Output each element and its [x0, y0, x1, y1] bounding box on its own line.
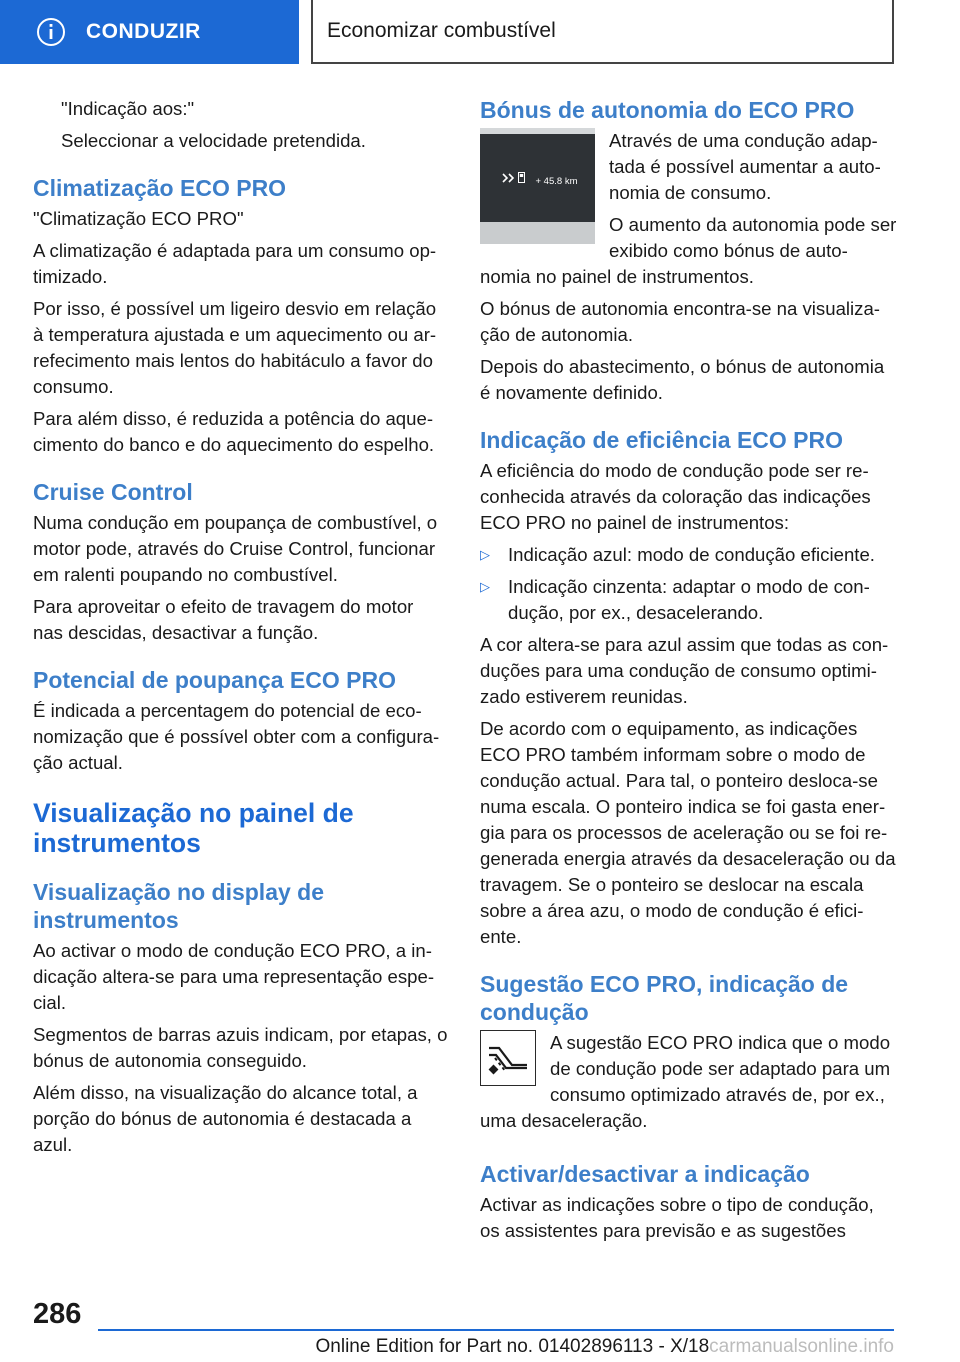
- watermark: carmanualsonline.info: [709, 1336, 894, 1357]
- section-tab[interactable]: [0, 0, 299, 64]
- section-heading: Activar/desactivar a indicação: [480, 1161, 810, 1187]
- triangle-bullet-icon: ▷: [480, 579, 490, 594]
- paragraph: O aumento da autonomia pode ser exibido como bónus de auto-nomia no painel de instrumentos.: [480, 214, 897, 287]
- paragraph: A climatização é adaptada para um consumo op-timizado.: [33, 240, 437, 287]
- range-bonus-readout: + 45.8 km: [535, 176, 578, 187]
- paragraph: Através de uma condução adap-tada é possível aumentar a auto-nomia de consumo.: [609, 130, 881, 203]
- paragraph: Por isso, é possível um ligeiro desvio em relação à temperatura ajustada e um aquecimento ou ar-refecimento mais lentos do habitáculo a favor do consumo.: [33, 298, 437, 397]
- section-heading: Bónus de autonomia do ECO PRO: [480, 97, 855, 123]
- paragraph: Para aproveitar o efeito de travagem do motor nas descidas, desactivar a função.: [33, 596, 414, 643]
- section-heading: Visualização no display de instrumentos: [33, 879, 325, 933]
- section-heading: Cruise Control: [33, 479, 193, 505]
- paragraph: A eficiência do modo de condução pode ser re-conhecida através da coloração das indicações ECO PRO no painel de instrumentos:: [480, 460, 871, 533]
- info-icon: [36, 17, 66, 47]
- page-number: 286: [33, 1298, 82, 1330]
- section-heading: Sugestão ECO PRO, indicação de condução: [480, 971, 849, 1025]
- triangle-bullet-icon: ▷: [480, 547, 490, 562]
- footer-divider: [98, 1329, 894, 1331]
- chapter-title: Economizar combustível: [327, 19, 556, 42]
- section-heading: Indicação de eficiência ECO PRO: [480, 427, 844, 453]
- paragraph: Numa condução em poupança de combustível, o motor pode, através do Cruise Control, funcionar em ralenti poupando no combustível.: [33, 512, 438, 585]
- paragraph: Activar as indicações sobre o tipo de condução, os assistentes para previsão e as sugestões: [480, 1194, 874, 1241]
- section-heading: Potencial de poupança ECO PRO: [33, 667, 396, 693]
- section-tab-label: CONDUZIR: [86, 20, 201, 43]
- paragraph: Depois do abastecimento, o bónus de autonomia é novamente definido.: [480, 356, 885, 403]
- range-bonus-display-image: [480, 128, 595, 244]
- section-heading: Climatização ECO PRO: [33, 175, 287, 201]
- list-item: ▷ Indicação azul: modo de condução eficiente.: [480, 542, 898, 568]
- paragraph: O bónus de autonomia encontra-se na visualiza-ção de autonomia.: [480, 298, 881, 345]
- paragraph: A cor altera-se para azul assim que todas as con-duções para uma condução de consumo optimi-zado estiverem reunidas.: [480, 634, 889, 707]
- paragraph: Seleccionar a velocidade pretendida.: [61, 130, 366, 151]
- edition-text: Online Edition for Part no. 01402896113 - X/18: [315, 1336, 710, 1357]
- paragraph: Além disso, na visualização do alcance total, a porção do bónus de autonomia é destacada a azul.: [33, 1082, 418, 1155]
- paragraph: De acordo com o equipamento, as indicações ECO PRO também informam sobre o modo de condução actual. Para tal, o ponteiro desloca-se numa escala. O ponteiro indica se foi gasta ener-gia para os processos de aceleração ou se foi re-generada energia através da desaceleração ou da travagem. Se o ponteiro se deslocar na escala sobre a área azu, o modo de condução é efici-ente.: [480, 718, 896, 947]
- paragraph: Ao activar o modo de condução ECO PRO, a in-dicação altera-se para uma representação espe-cial.: [33, 940, 435, 1013]
- road-curve-icon: [486, 1038, 530, 1078]
- chapter-title-box: [311, 0, 894, 64]
- paragraph: É indicada a percentagem do potencial de eco-nomização que é possível obter com a configura-ção actual.: [33, 700, 440, 773]
- left-column: [33, 96, 448, 1164]
- footer-edition: [0, 1336, 894, 1358]
- right-column: [480, 96, 898, 1250]
- paragraph: Para além disso, é reduzida a potência do aque-cimento do banco e do aquecimento do espelho.: [33, 408, 435, 455]
- paragraph: "Climatização ECO PRO": [33, 208, 244, 229]
- chapter-heading: Visualização no painel de instrumentos: [33, 798, 354, 858]
- eco-tip-symbol: [480, 1030, 536, 1086]
- paragraph: "Indicação aos:": [61, 98, 195, 119]
- paragraph: A sugestão ECO PRO indica que o modo de condução pode ser adaptado para um consumo optimizado através de, por ex., uma desaceleração.: [480, 1032, 891, 1131]
- list-item: ▷ Indicação cinzenta: adaptar o modo de con-dução, por ex., desacelerando.: [480, 574, 898, 626]
- paragraph: Segmentos de barras azuis indicam, por etapas, o bónus de autonomia conseguido.: [33, 1024, 448, 1071]
